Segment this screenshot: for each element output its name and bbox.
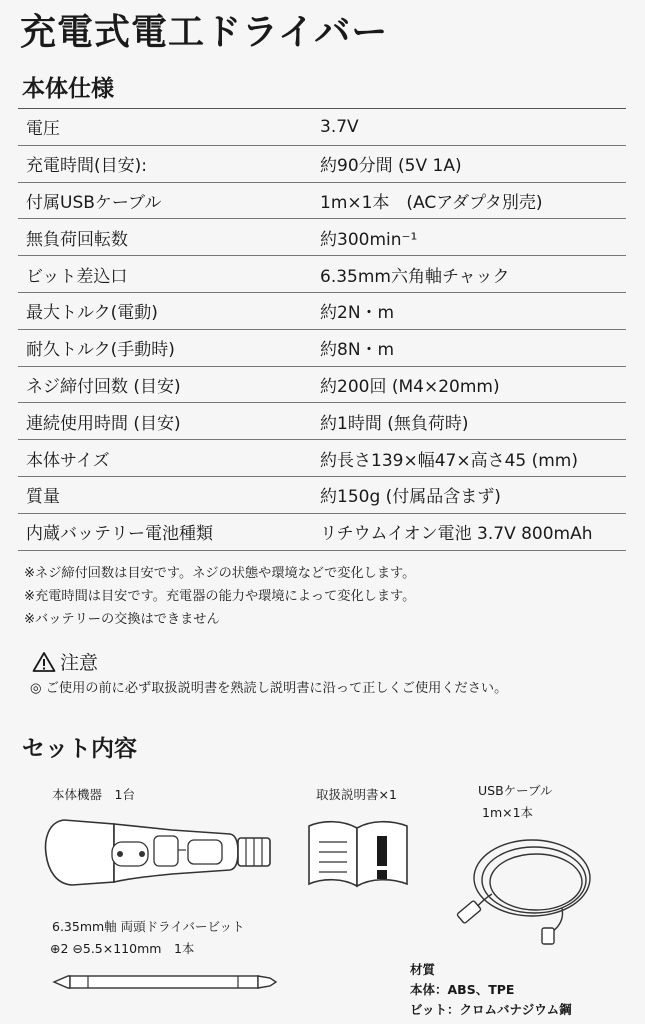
spec-heading: 本体仕様 [22, 76, 114, 102]
spec-value: 約8N・m [320, 340, 395, 361]
spec-row [18, 514, 626, 551]
note-item: ※ネジ締付回数は目安です。ネジの状態や環境などで変化します。 [24, 566, 416, 581]
spec-value: 約長さ139×幅47×高さ45 (mm) [320, 450, 578, 471]
spec-row [18, 256, 626, 293]
page-title: 充電式電工ドライバー [20, 12, 389, 53]
spec-row [18, 109, 626, 146]
note-item: ※バッテリーの交換はできません [24, 612, 220, 627]
usb-caption-line1: USBケーブル [478, 783, 553, 798]
manual-illustration [303, 812, 415, 892]
spec-label: 電圧 [26, 119, 60, 140]
spec-label: 本体サイズ [26, 450, 110, 471]
spec-row [18, 219, 626, 256]
spec-value: 約150g (付属品含まず) [320, 487, 501, 508]
caution-heading [32, 648, 98, 675]
material-heading: 材質 [410, 962, 436, 977]
spec-row [18, 293, 626, 330]
spec-label: 充電時間(目安): [26, 156, 147, 177]
spec-row [18, 403, 626, 440]
spec-value: 約300min⁻¹ [320, 229, 418, 250]
spec-value: 約1時間 (無負荷時) [320, 413, 469, 434]
usb-cable-illustration [452, 828, 604, 946]
spec-value: 3.7V [320, 116, 359, 137]
spec-label: 連続使用時間 (目安) [26, 413, 181, 434]
manual-caption: 取扱説明書×1 [316, 787, 397, 802]
spec-table [18, 108, 626, 551]
material-bit: ビット：クロムバナジウム鋼 [410, 1002, 572, 1017]
usb-caption-line2: 1m×1本 [482, 805, 534, 820]
spec-value: リチウムイオン電池 3.7V 800mAh [320, 524, 593, 545]
spec-label: 耐久トルク(手動時) [26, 340, 175, 361]
spec-value: 約2N・m [320, 303, 395, 324]
body-unit-caption: 本体機器 1台 [52, 787, 135, 802]
spec-row [18, 146, 626, 183]
warning-icon [32, 651, 56, 673]
spec-row [18, 367, 626, 404]
spec-row [18, 440, 626, 477]
set-contents-heading: セット内容 [22, 736, 137, 762]
spec-row [18, 183, 626, 220]
note-item: ※充電時間は目安です。充電器の能力や環境によって変化します。 [24, 589, 416, 604]
spec-value: 6.35mm六角軸チャック [320, 266, 510, 287]
spec-label: 最大トルク(電動) [26, 303, 158, 324]
caution-text: ◎ ご使用の前に必ず取扱説明書を熟読し説明書に沿って正しくご使用ください。 [30, 681, 508, 696]
spec-label: 内蔵バッテリー電池種類 [26, 524, 213, 545]
notes [24, 562, 415, 631]
spec-label: ビット差込口 [26, 266, 128, 287]
spec-label: 付属USBケーブル [26, 192, 162, 213]
material-body: 本体：ABS、TPE [410, 982, 515, 997]
bit-caption-line2: ⊕2 ⊖5.5×110mm 1本 [50, 941, 195, 956]
caution-title: 注意 [60, 652, 99, 674]
screwdriver-illustration [42, 812, 274, 892]
bit-caption-line1: 6.35mm軸 両頭ドライバービット [52, 919, 245, 934]
spec-value: 約90分間 (5V 1A) [320, 156, 462, 177]
spec-value: 約200回 (M4×20mm) [320, 376, 500, 397]
spec-value: 1m×1本 (ACアダプタ別売) [320, 192, 543, 213]
spec-row [18, 477, 626, 514]
spec-label: 質量 [26, 487, 60, 508]
spec-row [18, 330, 626, 367]
driver-bit-illustration [48, 968, 280, 996]
spec-label: 無負荷回転数 [26, 229, 128, 250]
spec-label: ネジ締付回数 (目安) [26, 376, 181, 397]
